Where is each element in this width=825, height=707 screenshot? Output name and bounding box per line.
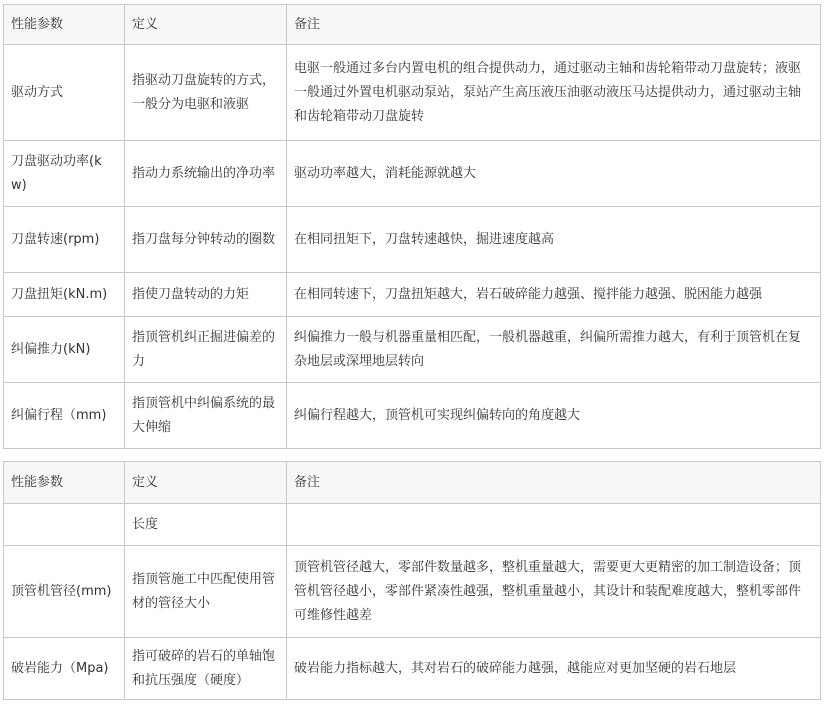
cell-definition: 指顶管机纠正掘进偏差的力 [125, 317, 287, 383]
cell-remarks: 顶管机管径越大，零部件数量越多，整机重量越大，需要更大更精密的加工制造设备；顶管机管径越小，零部件紧凑性越强，整机重量越小，其设计和装配难度越大，整机零部件可维修性越差 [287, 546, 821, 638]
cell-definition: 指刀盘每分钟转动的圈数 [125, 207, 287, 273]
table-row [4, 546, 821, 638]
header-cell-definition: 定义 [125, 5, 287, 45]
cell-definition: 指顶管施工中匹配使用管材的管径大小 [125, 546, 287, 638]
table-row [4, 45, 821, 141]
cell-parameter: 纠偏行程（mm) [4, 383, 125, 449]
header-cell-parameter: 性能参数 [4, 5, 125, 45]
cell-remarks: 在相同转速下，刀盘扭矩越大，岩石破碎能力越强、搅拌能力越强、脱困能力越强 [287, 273, 821, 317]
cell-definition: 指使刀盘转动的力矩 [125, 273, 287, 317]
cell-parameter: 破岩能力（Mpa) [4, 638, 125, 700]
cell-remarks: 在相同扭矩下，刀盘转速越快，掘进速度越高 [287, 207, 821, 273]
performance-table-1 [3, 4, 821, 449]
table-row [4, 273, 821, 317]
cell-parameter: 纠偏推力(kN) [4, 317, 125, 383]
cell-parameter: 顶管机管径(mm) [4, 546, 125, 638]
cell-remarks: 电驱一般通过多台内置电机的组合提供动力，通过驱动主轴和齿轮箱带动刀盘旋转；液驱一般通过外置电机驱动泵站，泵站产生高压液压油驱动液压马达提供动力，通过驱动主轴和齿轮箱带动刀盘旋转 [287, 45, 821, 141]
cell-remarks [287, 504, 821, 546]
cell-parameter: 驱动方式 [4, 45, 125, 141]
table-row [4, 638, 821, 700]
cell-remarks: 驱动功率越大，消耗能源就越大 [287, 141, 821, 207]
table-row [4, 317, 821, 383]
cell-definition: 指驱动刀盘旋转的方式，一般分为电驱和液驱 [125, 45, 287, 141]
cell-parameter: 刀盘转速(rpm) [4, 207, 125, 273]
header-cell-definition: 定义 [125, 462, 287, 504]
cell-definition: 指动力系统输出的净功率 [125, 141, 287, 207]
cell-definition: 指顶管机中纠偏系统的最大伸缩 [125, 383, 287, 449]
table-row [4, 141, 821, 207]
header-cell-parameter: 性能参数 [4, 462, 125, 504]
table-row [4, 504, 821, 546]
performance-table-2 [3, 461, 821, 700]
table-row [4, 207, 821, 273]
cell-remarks: 纠偏行程越大，顶管机可实现纠偏转向的角度越大 [287, 383, 821, 449]
cell-parameter [4, 504, 125, 546]
table-header-row [4, 5, 821, 45]
cell-remarks: 破岩能力指标越大，其对岩石的破碎能力越强，越能应对更加坚硬的岩石地层 [287, 638, 821, 700]
cell-definition: 长度 [125, 504, 287, 546]
cell-remarks: 纠偏推力一般与机器重量相匹配，一般机器越重，纠偏所需推力越大，有利于顶管机在复杂地层或深埋地层转向 [287, 317, 821, 383]
cell-parameter: 刀盘驱动功率(kw) [4, 141, 125, 207]
table-row [4, 383, 821, 449]
header-cell-remarks: 备注 [287, 462, 821, 504]
cell-definition: 指可破碎的岩石的单轴饱和抗压强度（硬度） [125, 638, 287, 700]
header-cell-remarks: 备注 [287, 5, 821, 45]
table-header-row [4, 462, 821, 504]
cell-parameter: 刀盘扭矩(kN.m) [4, 273, 125, 317]
